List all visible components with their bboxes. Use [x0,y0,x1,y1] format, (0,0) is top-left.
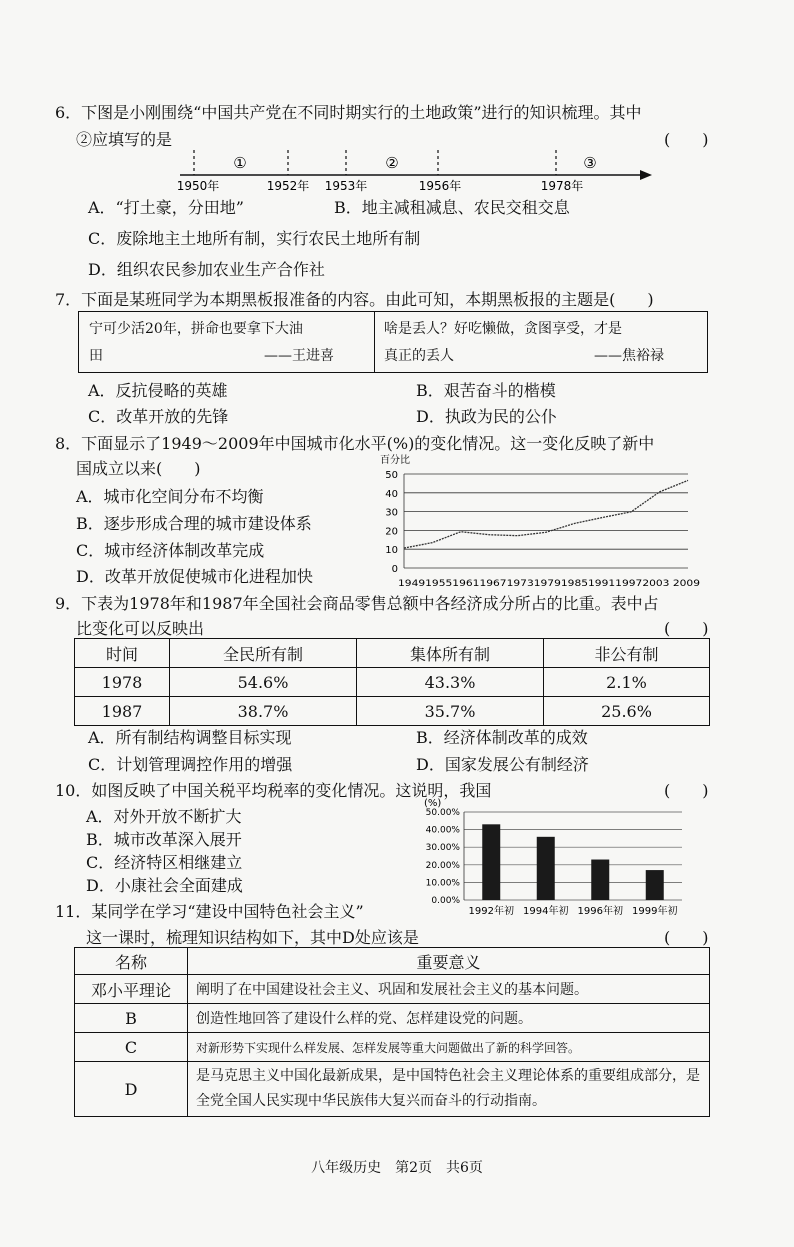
q10-option-b: B．城市改革深入展开 [86,830,242,849]
q6-option-c: C．废除地主土地所有制，实行农民土地所有制 [88,229,421,248]
q6-stem-line2: ②应填写的是 [76,130,173,149]
q10-option-a: A．对外开放不断扩大 [86,807,242,826]
table-cell: 对新形势下实现什么样发展、怎样发展等重大问题做出了新的科学回答。 [188,1033,710,1062]
table-cell: 2.1% [544,668,710,697]
line-chart-y-tick: 0 [391,564,398,575]
page-footer: 八年级历史 第2页 共6页 [311,1160,483,1176]
line-chart-ylabel: 百分比 [380,455,410,466]
tariff-bar-chart [412,796,687,920]
q9-option-a: A．所有制结构调整目标实现 [88,728,292,747]
bar-chart-bar [482,824,500,900]
bar-chart-ylabel: (%) [424,798,442,809]
q9-header-nonpublic: 非公有制 [544,639,710,668]
q6-option-b: B．地主减租减息、农民交租交息 [334,198,570,217]
table-cell: 25.6% [544,697,710,726]
line-chart-series-line [404,480,688,548]
table-row [75,1033,710,1062]
bar-chart-y-tick: 20.00% [425,860,460,871]
timeline-arrow-icon [640,170,652,180]
q9-stem-line2: 比变化可以反映出 [76,619,205,638]
table-row [75,668,710,697]
timeline-year-1952: 1952年 [266,179,310,193]
q8-option-c: C．城市经济体制改革完成 [76,541,265,560]
bar-chart-y-tick: 50.00% [425,808,460,818]
q7-option-b: B．艰苦奋斗的楷模 [416,381,556,400]
q11-answer-paren: ( ) [664,928,709,947]
table-cell: 创造性地回答了建设什么样的党、怎样建设党的问题。 [188,1004,710,1033]
q9-option-b: B．经济体制改革的成效 [416,728,588,747]
table-cell: 35.7% [357,697,544,726]
q8-stem-line1: 8．下面显示了1949～2009年中国城市化水平(%)的变化情况。这一变化反映了新中 [55,434,655,453]
q7-quote-right-line2: 真正的丢人 [384,348,454,364]
q8-option-d: D．改革开放促使城市化进程加快 [76,567,313,586]
q11-table [74,947,710,1117]
q7-quote-left-author: ——王进喜 [264,348,334,364]
q11-header-significance: 重要意义 [188,948,710,975]
q11-stem-line1: 11．某同学在学习“建设中国特色社会主义” [55,902,364,921]
table-row [75,1004,710,1033]
q9-header-collective: 集体所有制 [357,639,544,668]
timeline-marker-3: ③ [583,154,597,172]
table-cell: 邓小平理论 [75,975,188,1004]
table-cell: 54.6% [170,668,357,697]
bar-chart-y-tick: 10.00% [425,878,460,889]
q7-option-d: D．执政为民的公仆 [416,407,557,426]
q7-quote-right-line1: 啥是丢人？好吃懒做，贪图享受，才是 [384,321,622,337]
timeline-marker-1: ① [233,154,247,172]
table-cell: 1987 [75,697,170,726]
q8-stem-line2: 国成立以来( ) [76,459,201,478]
bar-chart-y-tick: 30.00% [425,843,460,854]
line-chart-y-tick: 10 [385,545,398,557]
q8-option-a: A．城市化空间分布不均衡 [76,487,264,506]
timeline-year-1950: 1950年 [176,179,220,193]
q7-quote-box [78,311,708,373]
q9-table [74,638,710,726]
table-cell: 1978 [75,668,170,697]
bar-chart-x-tick: 1994年初 [523,906,569,917]
q7-stem: 7．下面是某班同学为本期黑板报准备的内容。由此可知，本期黑板报的主题是( ) [55,290,654,309]
line-chart-y-tick: 50 [385,470,398,481]
bar-chart-bar [646,870,664,900]
table-row [75,1062,710,1117]
q7-option-c: C．改革开放的先锋 [88,407,229,426]
q6-timeline [170,145,660,195]
table-cell: 是马克思主义中国化最新成果，是中国特色社会主义理论体系的重要组成部分，是全党全国人民实现中华民族伟大复兴而奋斗的行动指南。 [188,1062,710,1117]
table-cell: 43.3% [357,668,544,697]
q11-header-name: 名称 [75,948,188,975]
q9-header-state: 全民所有制 [170,639,357,668]
urbanization-line-chart [352,452,702,592]
table-cell: 38.7% [170,697,357,726]
table-row [75,975,710,1004]
bar-chart-x-tick: 1996年初 [577,906,623,917]
line-chart-x-ticks: 1949195519611967197319791985199119972003 2009 [398,579,701,589]
q7-quote-left-line2: 田 [89,348,103,364]
q10-stem: 10．如图反映了中国关税平均税率的变化情况。这说明，我国 [55,781,492,800]
bar-chart-x-tick: 1992年初 [468,906,514,917]
q7-option-a: A．反抗侵略的英雄 [88,381,228,400]
table-cell: 阐明了在中国建设社会主义、巩固和发展社会主义的基本问题。 [188,975,710,1004]
table-cell: D [75,1062,188,1117]
bar-chart-y-tick: 40.00% [425,825,460,836]
timeline-dividers [194,150,556,175]
q10-option-c: C．经济特区相继建立 [86,853,243,872]
q10-answer-paren: ( ) [664,781,709,800]
line-chart-y-tick: 20 [385,526,398,538]
q9-option-c: C．计划管理调控作用的增强 [88,755,293,774]
q7-quote-right-author: ——焦裕禄 [594,348,664,364]
q6-option-d: D．组织农民参加农业生产合作社 [88,260,325,279]
table-cell: B [75,1004,188,1033]
q6-answer-paren: ( ) [664,130,709,149]
q10-option-d: D．小康社会全面建成 [86,876,243,895]
q6-option-a: A．“打土豪，分田地” [88,198,244,217]
table-cell: C [75,1033,188,1062]
q9-answer-paren: ( ) [664,619,709,638]
timeline-marker-2: ② [385,154,399,172]
q11-stem-line2: 这一课时，梳理知识结构如下，其中D处应该是 [86,928,419,947]
line-chart-y-tick: 30 [385,507,398,519]
line-chart-y-tick: 40 [385,488,398,500]
bar-chart-x-tick: 1999年初 [632,906,678,917]
q9-header-time: 时间 [75,639,170,668]
timeline-year-1953: 1953年 [324,179,368,193]
bar-chart-bar [537,837,555,900]
timeline-year-1978: 1978年 [540,179,584,193]
timeline-year-1956: 1956年 [418,179,462,193]
q8-option-b: B．逐步形成合理的城市建设体系 [76,514,312,533]
table-row [75,697,710,726]
q9-option-d: D．国家发展公有制经济 [416,755,589,774]
q6-stem-line1: 6．下图是小刚围绕“中国共产党在不同时期实行的土地政策”进行的知识梳理。其中 [55,103,642,122]
bar-chart-bar [591,860,609,900]
q9-stem-line1: 9．下表为1978年和1987年全国社会商品零售总额中各经济成分所占的比重。表中占 [55,594,659,613]
bar-chart-y-tick: 0.00% [431,896,460,906]
q7-quote-left-line1: 宁可少活20年，拼命也要拿下大油 [89,321,303,337]
